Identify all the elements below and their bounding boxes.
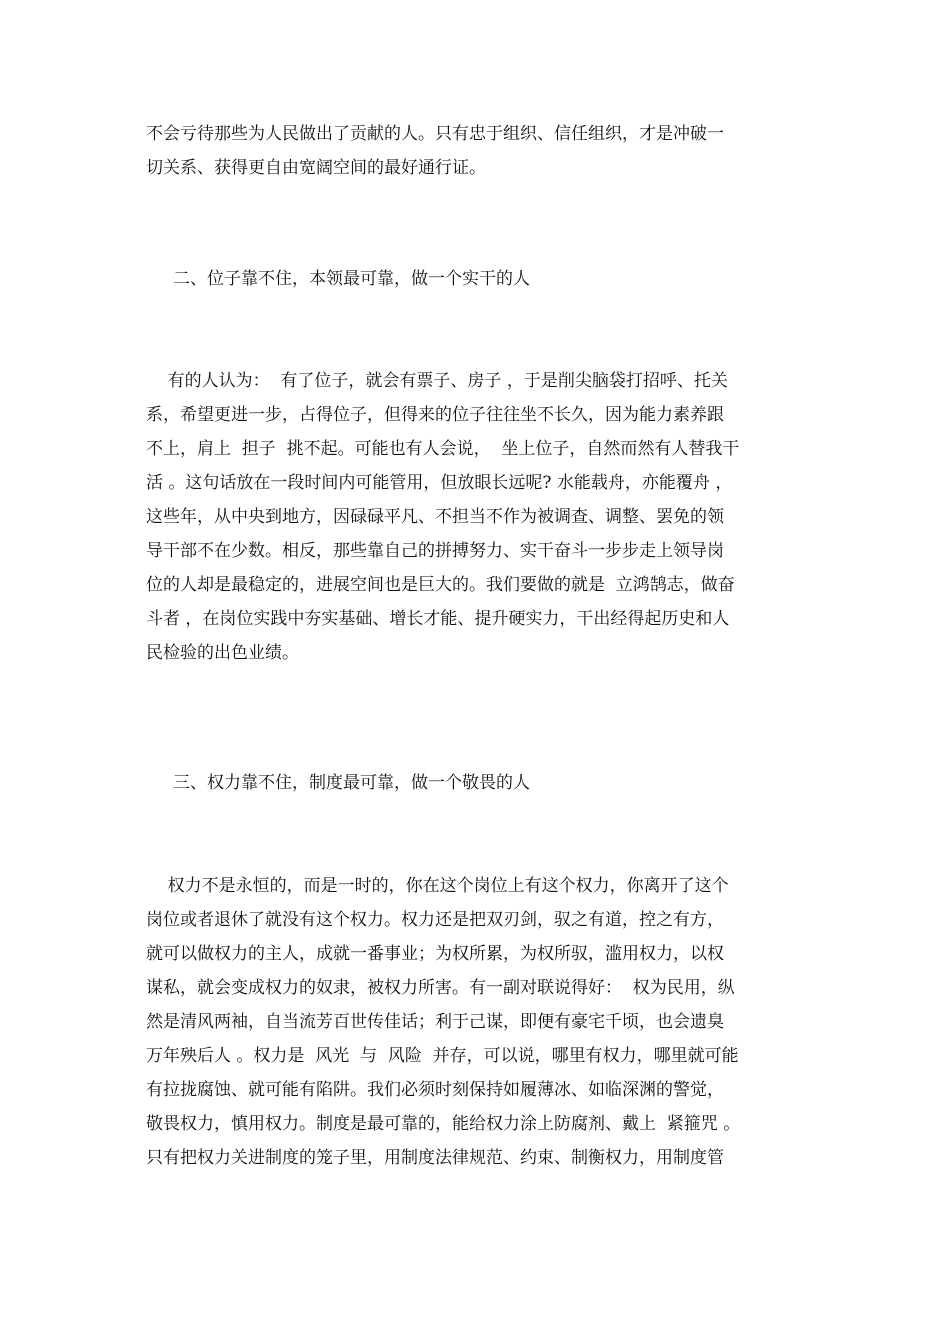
paragraph-line: 有的人认为： 有了位子，就会有票子、房子 ，于是削尖脑袋打招呼、托关 <box>146 371 728 391</box>
paragraph-1 <box>146 117 811 185</box>
paragraph-line: 导干部不在少数。相反，那些靠自己的拼搏努力、实干奋斗一步步走上领导岗 <box>146 541 724 561</box>
paragraph-line: 位的人却是最稳定的，进展空间也是巨大的。我们要做的就是 立鸿鹄志，做奋 <box>146 575 735 595</box>
paragraph-line: 切关系、获得更自由宽阔空间的最好通行证。 <box>146 158 486 178</box>
paragraph-3 <box>146 869 811 1175</box>
paragraph-line: 斗者 ，在岗位实践中夯实基础、增长才能、提升硬实力，干出经得起历史和人 <box>146 609 730 629</box>
paragraph-2 <box>146 364 811 670</box>
paragraph-line: 系，希望更进一步，占得位子，但得来的位子往往坐不长久，因为能力素养跟 <box>146 405 724 425</box>
paragraph-line: 只有把权力关进制度的笼子里，用制度法律规范、约束、制衡权力，用制度管 <box>146 1148 724 1168</box>
paragraph-line: 这些年，从中央到地方，因碌碌平凡、不担当不作为被调查、调整、罢免的领 <box>146 507 724 527</box>
paragraph-line: 就可以做权力的主人，成就一番事业；为权所累，为权所驭，滥用权力，以权 <box>146 944 724 964</box>
paragraph-line: 敬畏权力，慎用权力。制度是最可靠的，能给权力涂上防腐剂、戴上 紧箍咒 。 <box>146 1114 741 1134</box>
paragraph-line: 权力不是永恒的，而是一时的，你在这个岗位上有这个权力，你离开了这个 <box>146 876 729 896</box>
paragraph-line: 然是清风两袖，自当流芳百世传佳话；利于己谋，即便有豪宅千顷，也会遗臭 <box>146 1012 724 1032</box>
section-heading-2: 二、位子靠不住，本领最可靠，做一个实干的人 <box>173 269 530 289</box>
paragraph-line: 不上，肩上 担子 挑不起。可能也有人会说， 坐上位子，自然而然有人替我干 <box>146 439 740 459</box>
paragraph-line: 万年殃后人 。权力是 风光 与 风险 并存，可以说，哪里有权力，哪里就可能 <box>146 1046 739 1066</box>
paragraph-line: 不会亏待那些为人民做出了贡献的人。只有忠于组织、信任组织，才是冲破一 <box>146 124 724 144</box>
paragraph-line: 谋私，就会变成权力的奴隶，被权力所害。有一副对联说得好： 权为民用，纵 <box>146 978 735 998</box>
paragraph-line: 民检验的出色业绩。 <box>146 643 299 663</box>
section-heading-3: 三、权力靠不住，制度最可靠，做一个敬畏的人 <box>173 773 530 793</box>
paragraph-line: 有拉拢腐蚀、就可能有陷阱。我们必须时刻保持如履薄冰、如临深渊的警觉， <box>146 1080 724 1100</box>
paragraph-line: 岗位或者退休了就没有这个权力。权力还是把双刃剑，驭之有道，控之有方， <box>146 910 724 930</box>
paragraph-line: 活 。这句话放在一段时间内可能管用，但放眼长远呢? 水能载舟，亦能覆舟 ， <box>146 473 733 493</box>
